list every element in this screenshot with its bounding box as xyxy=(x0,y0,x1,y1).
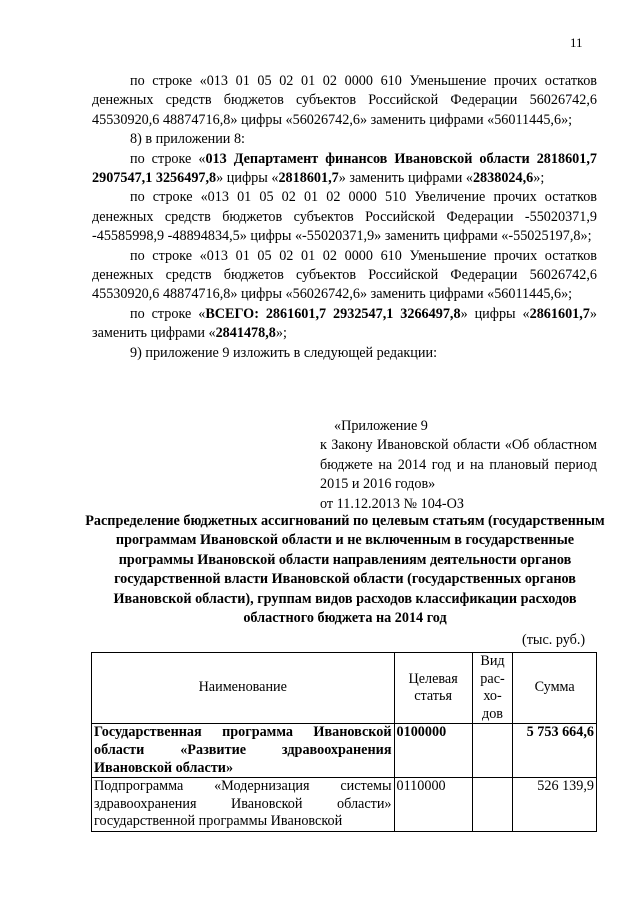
bold-run: 2818601,7 xyxy=(278,170,339,187)
row-type xyxy=(472,778,513,832)
header-sum: Сумма xyxy=(513,653,597,724)
row-code: 0110000 xyxy=(394,778,472,832)
text-run: по строке « xyxy=(130,305,206,322)
row-name: Государственная программа Ивановской области «Развитие здравоохранения Ивановской области» xyxy=(92,724,395,778)
paragraph xyxy=(92,247,597,305)
header-name: Наименование xyxy=(92,653,395,724)
row-name: Подпрограмма «Модернизация системы здравоохранения Ивановской области» государственной программы Ивановской xyxy=(92,778,395,832)
text-run: » заменить цифрами « xyxy=(92,305,597,342)
table-row xyxy=(92,724,597,778)
paragraph xyxy=(92,72,597,130)
header-target-article: Целевая статья xyxy=(394,653,472,724)
row-sum: 526 139,9 xyxy=(513,778,597,832)
table-header-row xyxy=(92,653,597,724)
text-run: » заменить цифрами « xyxy=(338,170,473,187)
appendix-reference xyxy=(320,417,597,514)
paragraph xyxy=(92,130,597,149)
appendix-heading: «Приложение 9 xyxy=(334,418,428,434)
table-body xyxy=(92,724,597,832)
text-run: по строке «013 01 05 02 01 02 0000 610 Уменьшение прочих остатков денежных средств бюджетов субъектов Российской Федерации 56026742,6 45530920,6 48874716,8» цифры «56026742,6» заменить цифрами «56011445,6»; xyxy=(92,247,597,303)
text-run: 9) приложение 9 изложить в следующей редакции: xyxy=(130,344,438,361)
paragraph xyxy=(92,305,597,344)
text-run: по строке «013 01 05 02 01 02 0000 610 Уменьшение прочих остатков денежных средств бюджетов субъектов Российской Федерации 56026742,6 45530920,6 48874716,8» цифры «56026742,6» заменить цифрами «56011445,6»; xyxy=(92,73,597,128)
bold-run: 2841478,8 xyxy=(215,325,276,342)
row-type xyxy=(472,724,513,778)
budget-table xyxy=(91,652,597,832)
table-row xyxy=(92,778,597,832)
header-expense-type: Вид рас-хо-дов xyxy=(472,653,513,724)
text-run: » цифры « xyxy=(460,305,530,322)
bold-run: 2861601,7 xyxy=(529,305,590,322)
page-number: 11 xyxy=(570,35,583,50)
bold-run: ВСЕГО: 2861601,7 2932547,1 3266497,8 xyxy=(205,305,461,322)
text-run: по строке «013 01 05 02 01 02 0000 510 Увеличение прочих остатков денежных средств бюджетов субъектов Российской Федерации -55020371,9 -45585998,9 -48894834,5» цифры «-55020371,9» заменить цифрами «-55025197,8»; xyxy=(92,189,597,245)
text-run: » цифры « xyxy=(216,170,279,187)
bold-run: 013 Департамент финансов Ивановской области 2818601,7 2907547,1 3256497,8 xyxy=(92,150,597,187)
text-run: по строке « xyxy=(130,150,206,167)
paragraph xyxy=(92,344,597,363)
text-run: 8) в приложении 8: xyxy=(130,131,245,148)
text-run: »; xyxy=(275,325,287,342)
body-text xyxy=(92,72,597,363)
text-run: »; xyxy=(533,170,545,187)
row-sum: 5 753 664,6 xyxy=(513,724,597,778)
appendix-law-name: к Закону Ивановской области «Об областном бюджете на 2014 год и на плановый период 2015 и 2016 годов» xyxy=(320,437,597,493)
document-title: Распределение бюджетных ассигнований по целевым статьям (государственным программам Ивановской области и не включенным в государственные программы Ивановской области направлениям деятельности органов государственной власти Ивановской области (государственных органов Ивановской области), группам видов расходов классификации расходов областного бюджета на 2014 год xyxy=(85,513,605,627)
row-code: 0100000 xyxy=(394,724,472,778)
bold-run: 2838024,6 xyxy=(472,170,534,187)
paragraph xyxy=(92,188,597,246)
paragraph xyxy=(92,150,597,189)
unit-label: (тыс. руб.) xyxy=(522,632,586,648)
appendix-law-date: от 11.12.2013 № 104-ОЗ xyxy=(320,495,464,512)
